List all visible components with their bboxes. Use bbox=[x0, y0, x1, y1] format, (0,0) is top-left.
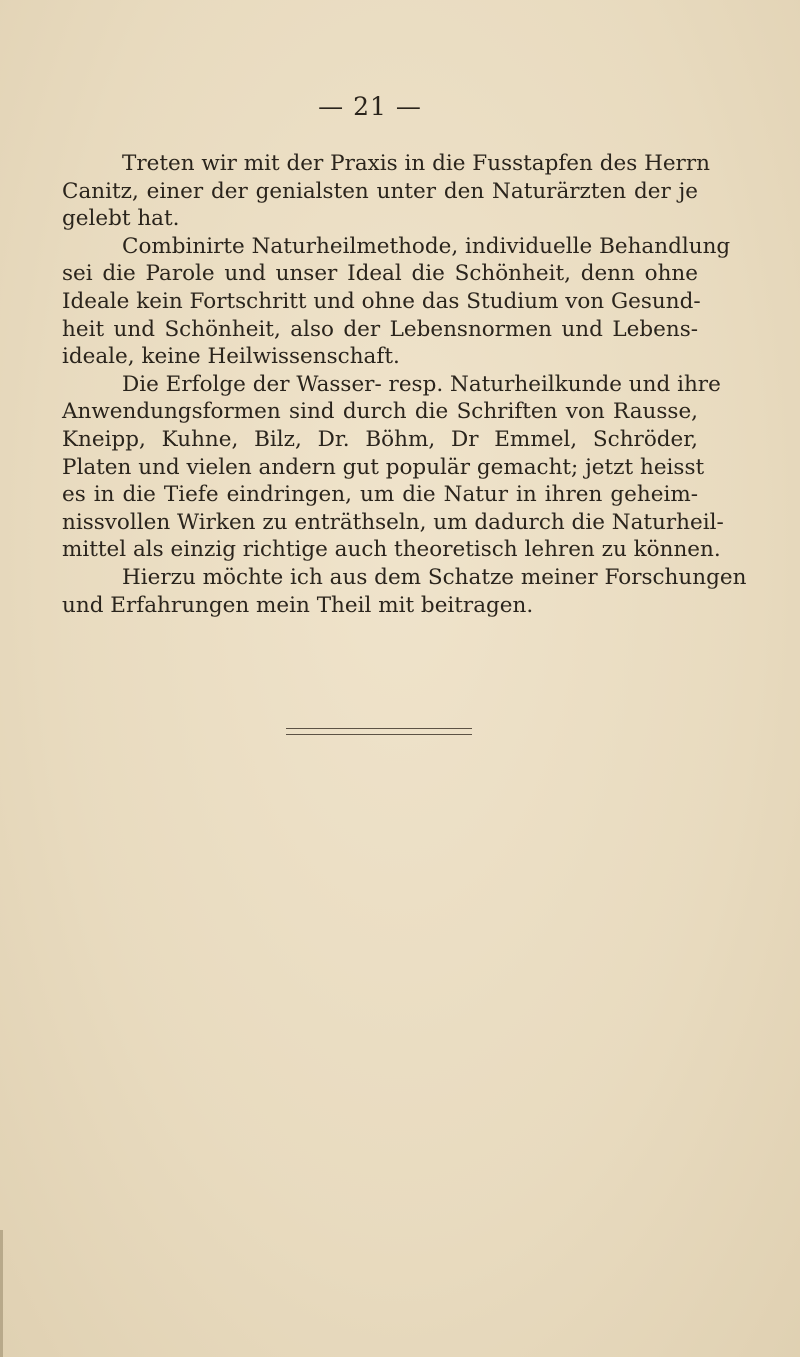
text-line: Kneipp, Kuhne, Bilz, Dr. Böhm, Dr Emmel, Schröder, bbox=[62, 426, 698, 452]
text-line: Hierzu möchte ich aus dem Schatze meiner Forschungen bbox=[122, 564, 747, 590]
text-line: Canitz, einer der genialsten unter den Naturärzten der je bbox=[62, 178, 698, 204]
body-text bbox=[62, 150, 747, 619]
text-line: gelebt hat. bbox=[62, 206, 180, 232]
text-line: es in die Tiefe eindringen, um die Natur in ihren geheim- bbox=[62, 482, 698, 508]
paragraph bbox=[62, 233, 731, 371]
text-line: Die Erfolge der Wasser- resp. Naturheilkunde und ihre bbox=[122, 371, 721, 397]
text-line: ideale, keine Heilwissenschaft. bbox=[62, 344, 400, 370]
text-line: nissvollen Wirken zu enträthseln, um dadurch die Naturheil- bbox=[62, 509, 724, 535]
section-divider bbox=[286, 728, 472, 735]
paragraph bbox=[62, 564, 747, 619]
text-line: mittel als einzig richtige auch theoretisch lehren zu können. bbox=[62, 537, 721, 563]
text-line: und Erfahrungen mein Theil mit beitragen. bbox=[62, 592, 534, 618]
text-line: heit und Schönheit, also der Lebensnormen und Lebens- bbox=[62, 316, 698, 342]
paragraph bbox=[62, 371, 724, 564]
text-line: Anwendungsformen sind durch die Schriften von Rausse, bbox=[62, 399, 698, 425]
text-line: Treten wir mit der Praxis in die Fusstapfen des Herrn bbox=[122, 151, 710, 176]
paragraph bbox=[62, 150, 710, 233]
text-line: Platen und vielen andern gut populär gemacht; jetzt heisst bbox=[62, 454, 705, 480]
text-line: sei die Parole und unser Ideal die Schönheit, denn ohne bbox=[62, 261, 698, 287]
text-line: Ideale kein Fortschritt und ohne das Studium von Gesund- bbox=[62, 288, 701, 314]
text-line: Combinirte Naturheilmethode, individuelle Behandlung bbox=[122, 233, 731, 259]
page-edge bbox=[0, 1230, 3, 1357]
page-number: — 21 — bbox=[318, 92, 422, 121]
